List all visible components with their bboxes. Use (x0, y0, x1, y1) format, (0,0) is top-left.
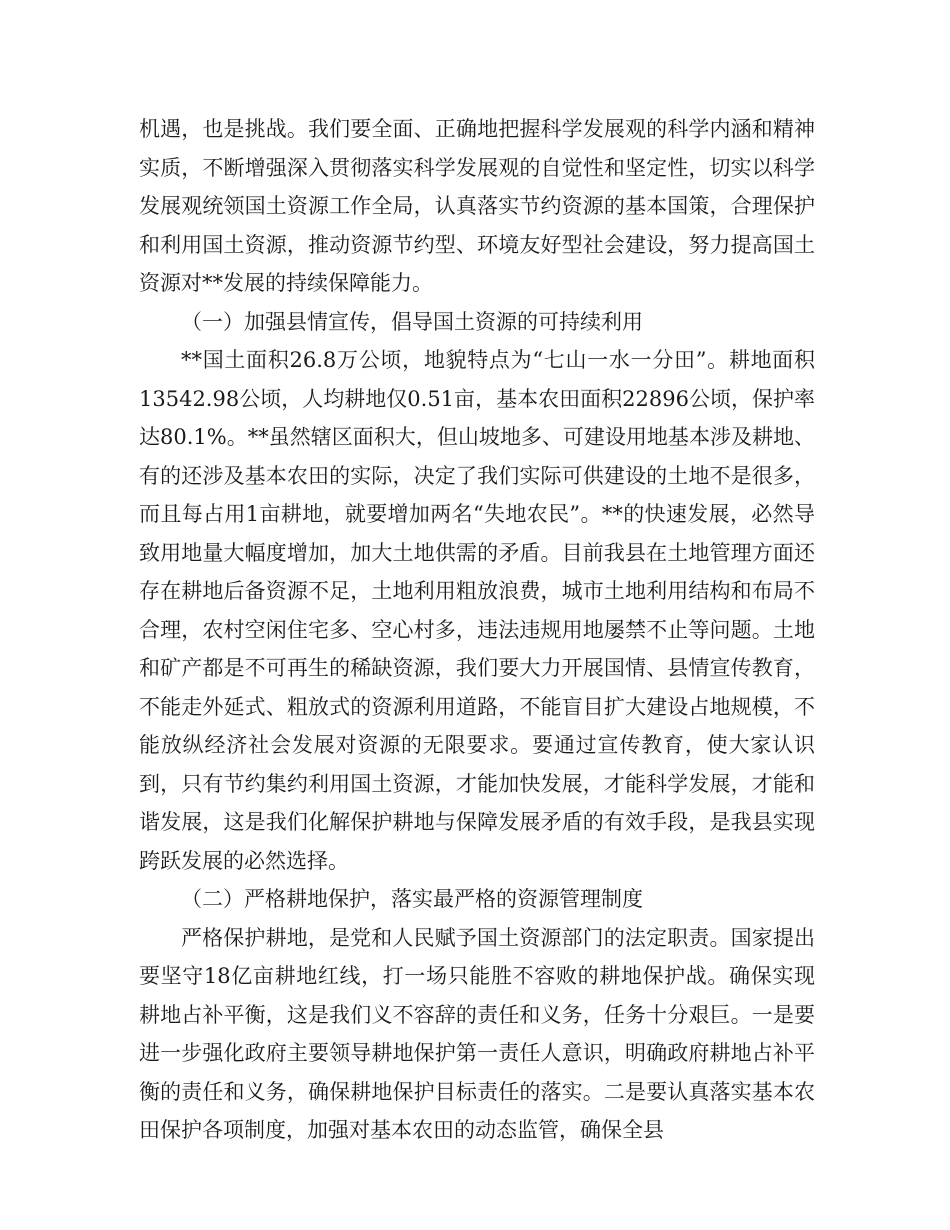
paragraph-body-2: 严格保护耕地，是党和人民赋予国土资源部门的法定职责。国家提出要坚守18亿亩耕地红线，打一场只能胜不容败的耕地保护战。确保实现耕地占补平衡，这是我们义不容辞的责任和义务，任务十分艰巨。一是要进一步强化政府主要领导耕地保护第一责任人意识，明确政府耕地占补平衡的责任和义务，确保耕地保护目标责任的落实。二是要认真落实基本农田保护各项制度，加强对基本农田的动态监管，确保全县 (139, 925, 815, 1142)
paragraph-body-1: **国土面积26.8万公顷，地貌特点为“七山一水一分田”。耕地面积13542.98公顷，人均耕地仅0.51亩，基本农田面积22896公顷，保护率达80.1%。**虽然辖区面积大，但山坡地多、可建设用地基本涉及耕地、有的还涉及基本农田的实际，决定了我们实际可供建设的土地不是很多，而且每占用1亩耕地，就要增加两名“失地农民”。**的快速发展，必然导致用地量大幅度增加，加大土地供需的矛盾。目前我县在土地管理方面还存在耕地后备资源不足，土地利用粗放浪费，城市土地利用结构和布局不合理，农村空闲住宅多、空心村多，违法违规用地屡禁不止等问题。土地和矿产都是不可再生的稀缺资源，我们要大力开展国情、县情宣传教育，不能走外延式、粗放式的资源利用道路，不能盲目扩大建设占地规模，不能放纵经济社会发展对资源的无限要求。要通过宣传教育，使大家认识到，只有节约集约利用国土资源，才能加快发展，才能科学发展，才能和谐发展，这是我们化解保护耕地与保障发展矛盾的有效手段，是我县实现跨跃发展的必然选择。 (139, 348, 815, 873)
document-body (139, 110, 815, 1150)
section-heading-1: （一）加强县情宣传，倡导国土资源的可持续利用 (181, 309, 643, 334)
section-heading-2: （二）严格耕地保护，落实最严格的资源管理制度 (181, 887, 643, 911)
paragraph-continued: 机遇，也是挑战。我们要全面、正确地把握科学发展观的科学内涵和精神实质，不断增强深入贯彻落实科学发展观的自觉性和坚定性，切实以科学发展观统领国土资源工作全局，认真落实节约资源的基本国策，合理保护和利用国土资源，推动资源节约型、环境友好型社会建设，努力提高国土资源对**发展的持续保障能力。 (139, 117, 815, 295)
